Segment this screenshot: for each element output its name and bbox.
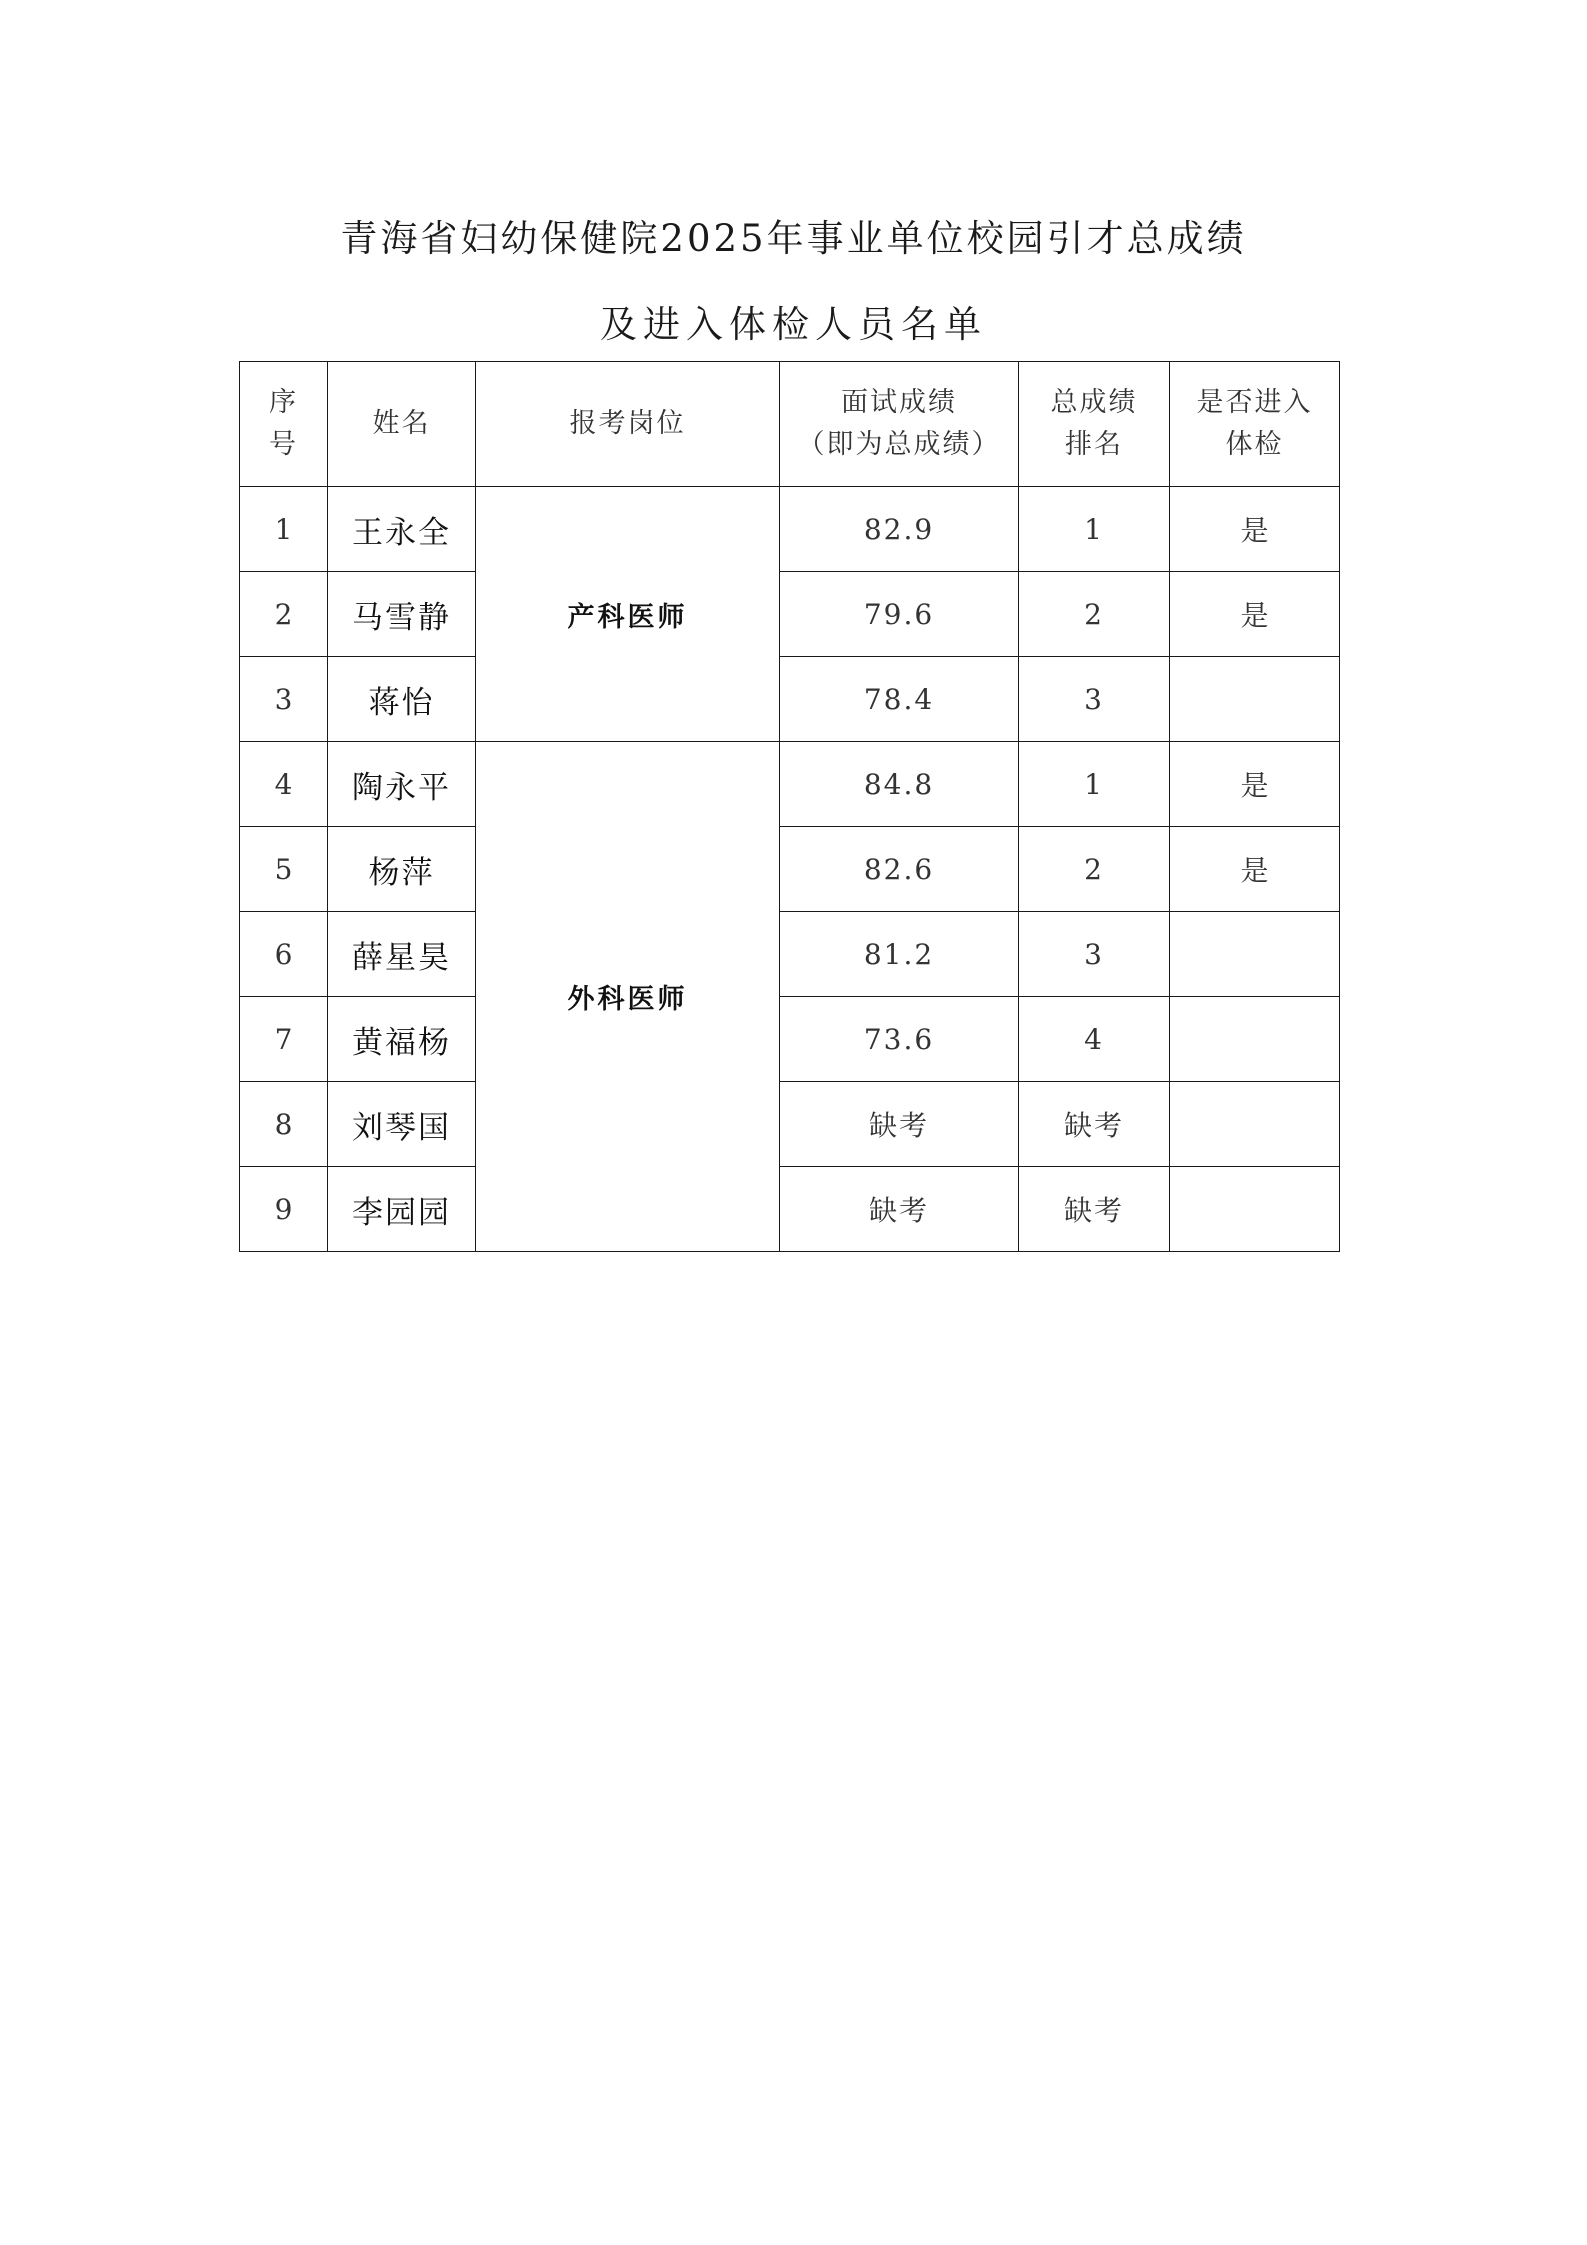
header-rank-line1: 总成绩: [1050, 387, 1138, 418]
cell-rank: 缺考: [1019, 1082, 1170, 1167]
cell-name: 黄福杨: [328, 997, 476, 1082]
document-title: 青海省妇幼保健院2025年事业单位校园引才总成绩: [340, 217, 1247, 260]
cell-seq: 2: [240, 572, 328, 657]
header-score: [780, 362, 1019, 487]
cell-seq: 6: [240, 912, 328, 997]
cell-exam: 是: [1170, 827, 1340, 912]
table-row: [240, 742, 1340, 827]
header-exam-line2: 体检: [1225, 429, 1284, 460]
cell-rank: 3: [1019, 657, 1170, 742]
cell-score: 缺考: [780, 1167, 1019, 1252]
cell-seq: 8: [240, 1082, 328, 1167]
cell-rank: 1: [1019, 742, 1170, 827]
results-table: [239, 361, 1340, 1252]
cell-exam: [1170, 657, 1340, 742]
header-seq: [240, 362, 328, 487]
cell-name: 杨萍: [328, 827, 476, 912]
table-row: [240, 912, 1340, 997]
cell-rank: 1: [1019, 487, 1170, 572]
header-score-line1: 面试成绩: [841, 387, 957, 418]
cell-score: 81.2: [780, 912, 1019, 997]
cell-rank: 2: [1019, 572, 1170, 657]
cell-name: 薛星昊: [328, 912, 476, 997]
cell-rank: 3: [1019, 912, 1170, 997]
header-rank-line2: 排名: [1065, 429, 1123, 460]
cell-score: 79.6: [780, 572, 1019, 657]
table-row: [240, 997, 1340, 1082]
cell-rank: 4: [1019, 997, 1170, 1082]
header-name: 姓名: [328, 362, 476, 487]
cell-post-obstetrics: 产科医师: [476, 487, 780, 742]
document-subtitle: 及进入体检人员名单: [600, 303, 987, 346]
cell-seq: 7: [240, 997, 328, 1082]
header-post: 报考岗位: [476, 362, 780, 487]
cell-score: 84.8: [780, 742, 1019, 827]
header-exam: [1170, 362, 1340, 487]
cell-score: 73.6: [780, 997, 1019, 1082]
cell-exam: 是: [1170, 742, 1340, 827]
cell-rank: 2: [1019, 827, 1170, 912]
table-row: [240, 827, 1340, 912]
cell-score: 82.9: [780, 487, 1019, 572]
cell-seq: 3: [240, 657, 328, 742]
cell-name: 蒋怡: [328, 657, 476, 742]
cell-score: 缺考: [780, 1082, 1019, 1167]
header-seq-line1: 序: [269, 387, 298, 418]
header-seq-line2: 号: [269, 429, 298, 460]
header-score-line2: （即为总成绩）: [797, 429, 1001, 460]
cell-exam: 是: [1170, 487, 1340, 572]
cell-seq: 9: [240, 1167, 328, 1252]
cell-rank: 缺考: [1019, 1167, 1170, 1252]
cell-name: 刘琴国: [328, 1082, 476, 1167]
table-header-row: [240, 362, 1340, 487]
header-rank: [1019, 362, 1170, 487]
cell-exam: [1170, 1167, 1340, 1252]
table-row: [240, 487, 1340, 572]
table-row: [240, 1167, 1340, 1252]
cell-exam: [1170, 1082, 1340, 1167]
cell-score: 82.6: [780, 827, 1019, 912]
header-exam-line1: 是否进入: [1196, 387, 1313, 418]
cell-name: 马雪静: [328, 572, 476, 657]
cell-name: 李园园: [328, 1167, 476, 1252]
cell-exam: [1170, 912, 1340, 997]
cell-exam: [1170, 997, 1340, 1082]
table-row: [240, 1082, 1340, 1167]
cell-seq: 5: [240, 827, 328, 912]
cell-seq: 1: [240, 487, 328, 572]
table-row: [240, 572, 1340, 657]
cell-post-surgery: 外科医师: [476, 742, 780, 1252]
cell-name: 王永全: [328, 487, 476, 572]
cell-name: 陶永平: [328, 742, 476, 827]
cell-exam: 是: [1170, 572, 1340, 657]
cell-seq: 4: [240, 742, 328, 827]
table-row: [240, 657, 1340, 742]
cell-score: 78.4: [780, 657, 1019, 742]
